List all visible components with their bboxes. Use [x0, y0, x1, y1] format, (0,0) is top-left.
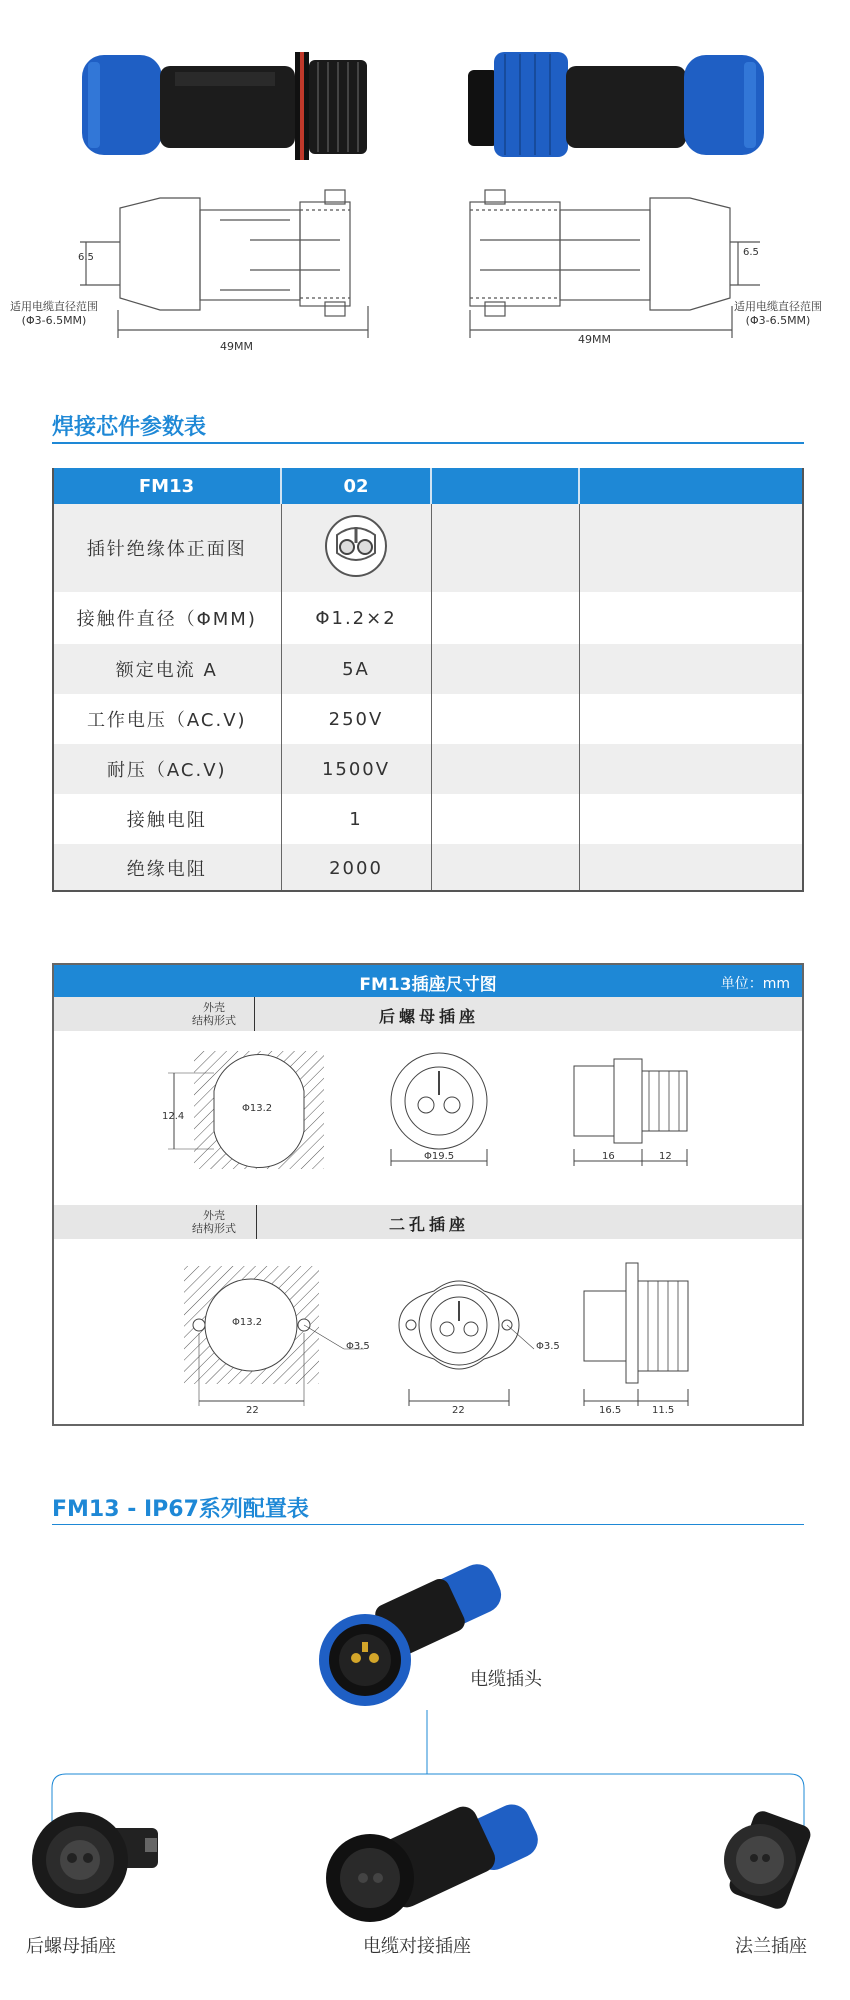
side2-dim-a: 16.5: [599, 1405, 622, 1416]
two-hole-socket-title: 二孔插座: [389, 1215, 470, 1234]
cutout2-diameter: Φ13.2: [232, 1317, 263, 1328]
config-item-flange: 法兰插座: [735, 1936, 807, 1957]
dims-row-two-hole: [54, 1205, 802, 1239]
flange-socket-photo: [724, 1808, 813, 1911]
connector-drawings: [0, 180, 850, 360]
dims-header: [54, 965, 802, 997]
shell-type-label: [174, 1209, 254, 1235]
cutout2-width: 22: [246, 1405, 259, 1416]
shell-type-label: [174, 1001, 254, 1027]
row-label: 绝缘电阻: [53, 844, 281, 892]
left-cable-range: [10, 300, 98, 328]
row-value: Φ1.2×2: [281, 592, 431, 644]
right-cable-range-label: 适用电缆直径范围: [734, 300, 822, 313]
params-table-border: [52, 468, 804, 892]
params-header-model: FM13: [53, 468, 281, 504]
side1-dim-b: 12: [659, 1151, 672, 1162]
row-label: 工作电压（AC.V): [53, 694, 281, 744]
two-hole-drawings: [54, 1241, 802, 1421]
connector-photos: [0, 0, 850, 180]
cutout1-height: 12.4: [162, 1111, 185, 1122]
dims-unit: 单位：mm: [720, 976, 790, 992]
left-cable-range-label: 适用电缆直径范围: [10, 300, 98, 313]
config-title-line: [52, 1524, 804, 1525]
cutout1-diameter: Φ13.2: [242, 1103, 273, 1114]
right-cable-range-value: (Φ3-6.5MM): [745, 314, 811, 327]
shell-label-line1: 外壳: [203, 1209, 225, 1222]
row-value: 2000: [281, 844, 431, 892]
panel-cutout-2: [184, 1266, 364, 1406]
front2-width: 22: [452, 1405, 465, 1416]
left-cable-range-value: (Φ3-6.5MM): [21, 314, 87, 327]
row-label: 接触电阻: [53, 794, 281, 844]
cable-extension-socket-photo: [326, 1799, 544, 1922]
plug-photo-left: [82, 52, 367, 160]
drawing-right: [470, 190, 760, 338]
front1-diameter: Φ19.5: [424, 1151, 455, 1162]
shell-label-line2: 结构形式: [192, 1014, 236, 1027]
side-view-2: [584, 1263, 688, 1406]
front-view-1: [391, 1053, 487, 1166]
rear-nut-socket-photo: [32, 1812, 158, 1908]
row-label: 插针绝缘体正面图: [53, 504, 281, 592]
row-label: 额定电流 A: [53, 644, 281, 694]
dims-table: [52, 963, 804, 1426]
right-length: 49MM: [578, 333, 611, 346]
row-value: 250V: [281, 694, 431, 744]
params-title-line: [52, 442, 804, 444]
receptacle-photo-right: [468, 52, 764, 157]
cable-plug-label: 电缆插头: [470, 1669, 542, 1690]
side1-dim-a: 16: [602, 1151, 615, 1162]
params-header-code: 02: [281, 468, 431, 504]
front-view-2: [399, 1281, 534, 1406]
row-value: 5A: [281, 644, 431, 694]
right-cable-range: [734, 300, 822, 328]
cutout2-hole: Φ3.5: [346, 1341, 370, 1352]
params-title: 焊接芯件参数表: [52, 415, 207, 440]
front2-hole: Φ3.5: [536, 1341, 560, 1352]
shell-label-line1: 外壳: [203, 1001, 225, 1014]
left-dim-height: 6.5: [78, 252, 94, 263]
row-value: 1500V: [281, 744, 431, 794]
row-label: 接触件直径（ΦMM): [53, 592, 281, 644]
shell-label-line2: 结构形式: [192, 1222, 236, 1235]
config-diagram: [0, 1560, 850, 1960]
config-title: FM13 - IP67系列配置表: [52, 1497, 309, 1522]
row-value: 1: [281, 794, 431, 844]
rear-nut-socket-title: 后螺母插座: [379, 1007, 480, 1026]
dims-row-rear-nut: [54, 997, 802, 1031]
side-view-1: [574, 1059, 687, 1166]
config-item-rear-nut: 后螺母插座: [26, 1936, 116, 1957]
row-label: 耐压（AC.V): [53, 744, 281, 794]
right-dim-height: 6.5: [743, 247, 759, 258]
dims-title: FM13插座尺寸图: [359, 975, 497, 995]
side2-dim-b: 11.5: [652, 1405, 675, 1416]
left-length: 49MM: [220, 340, 253, 353]
config-item-cable-extension: 电缆对接插座: [363, 1936, 471, 1957]
drawing-left: [80, 190, 368, 338]
